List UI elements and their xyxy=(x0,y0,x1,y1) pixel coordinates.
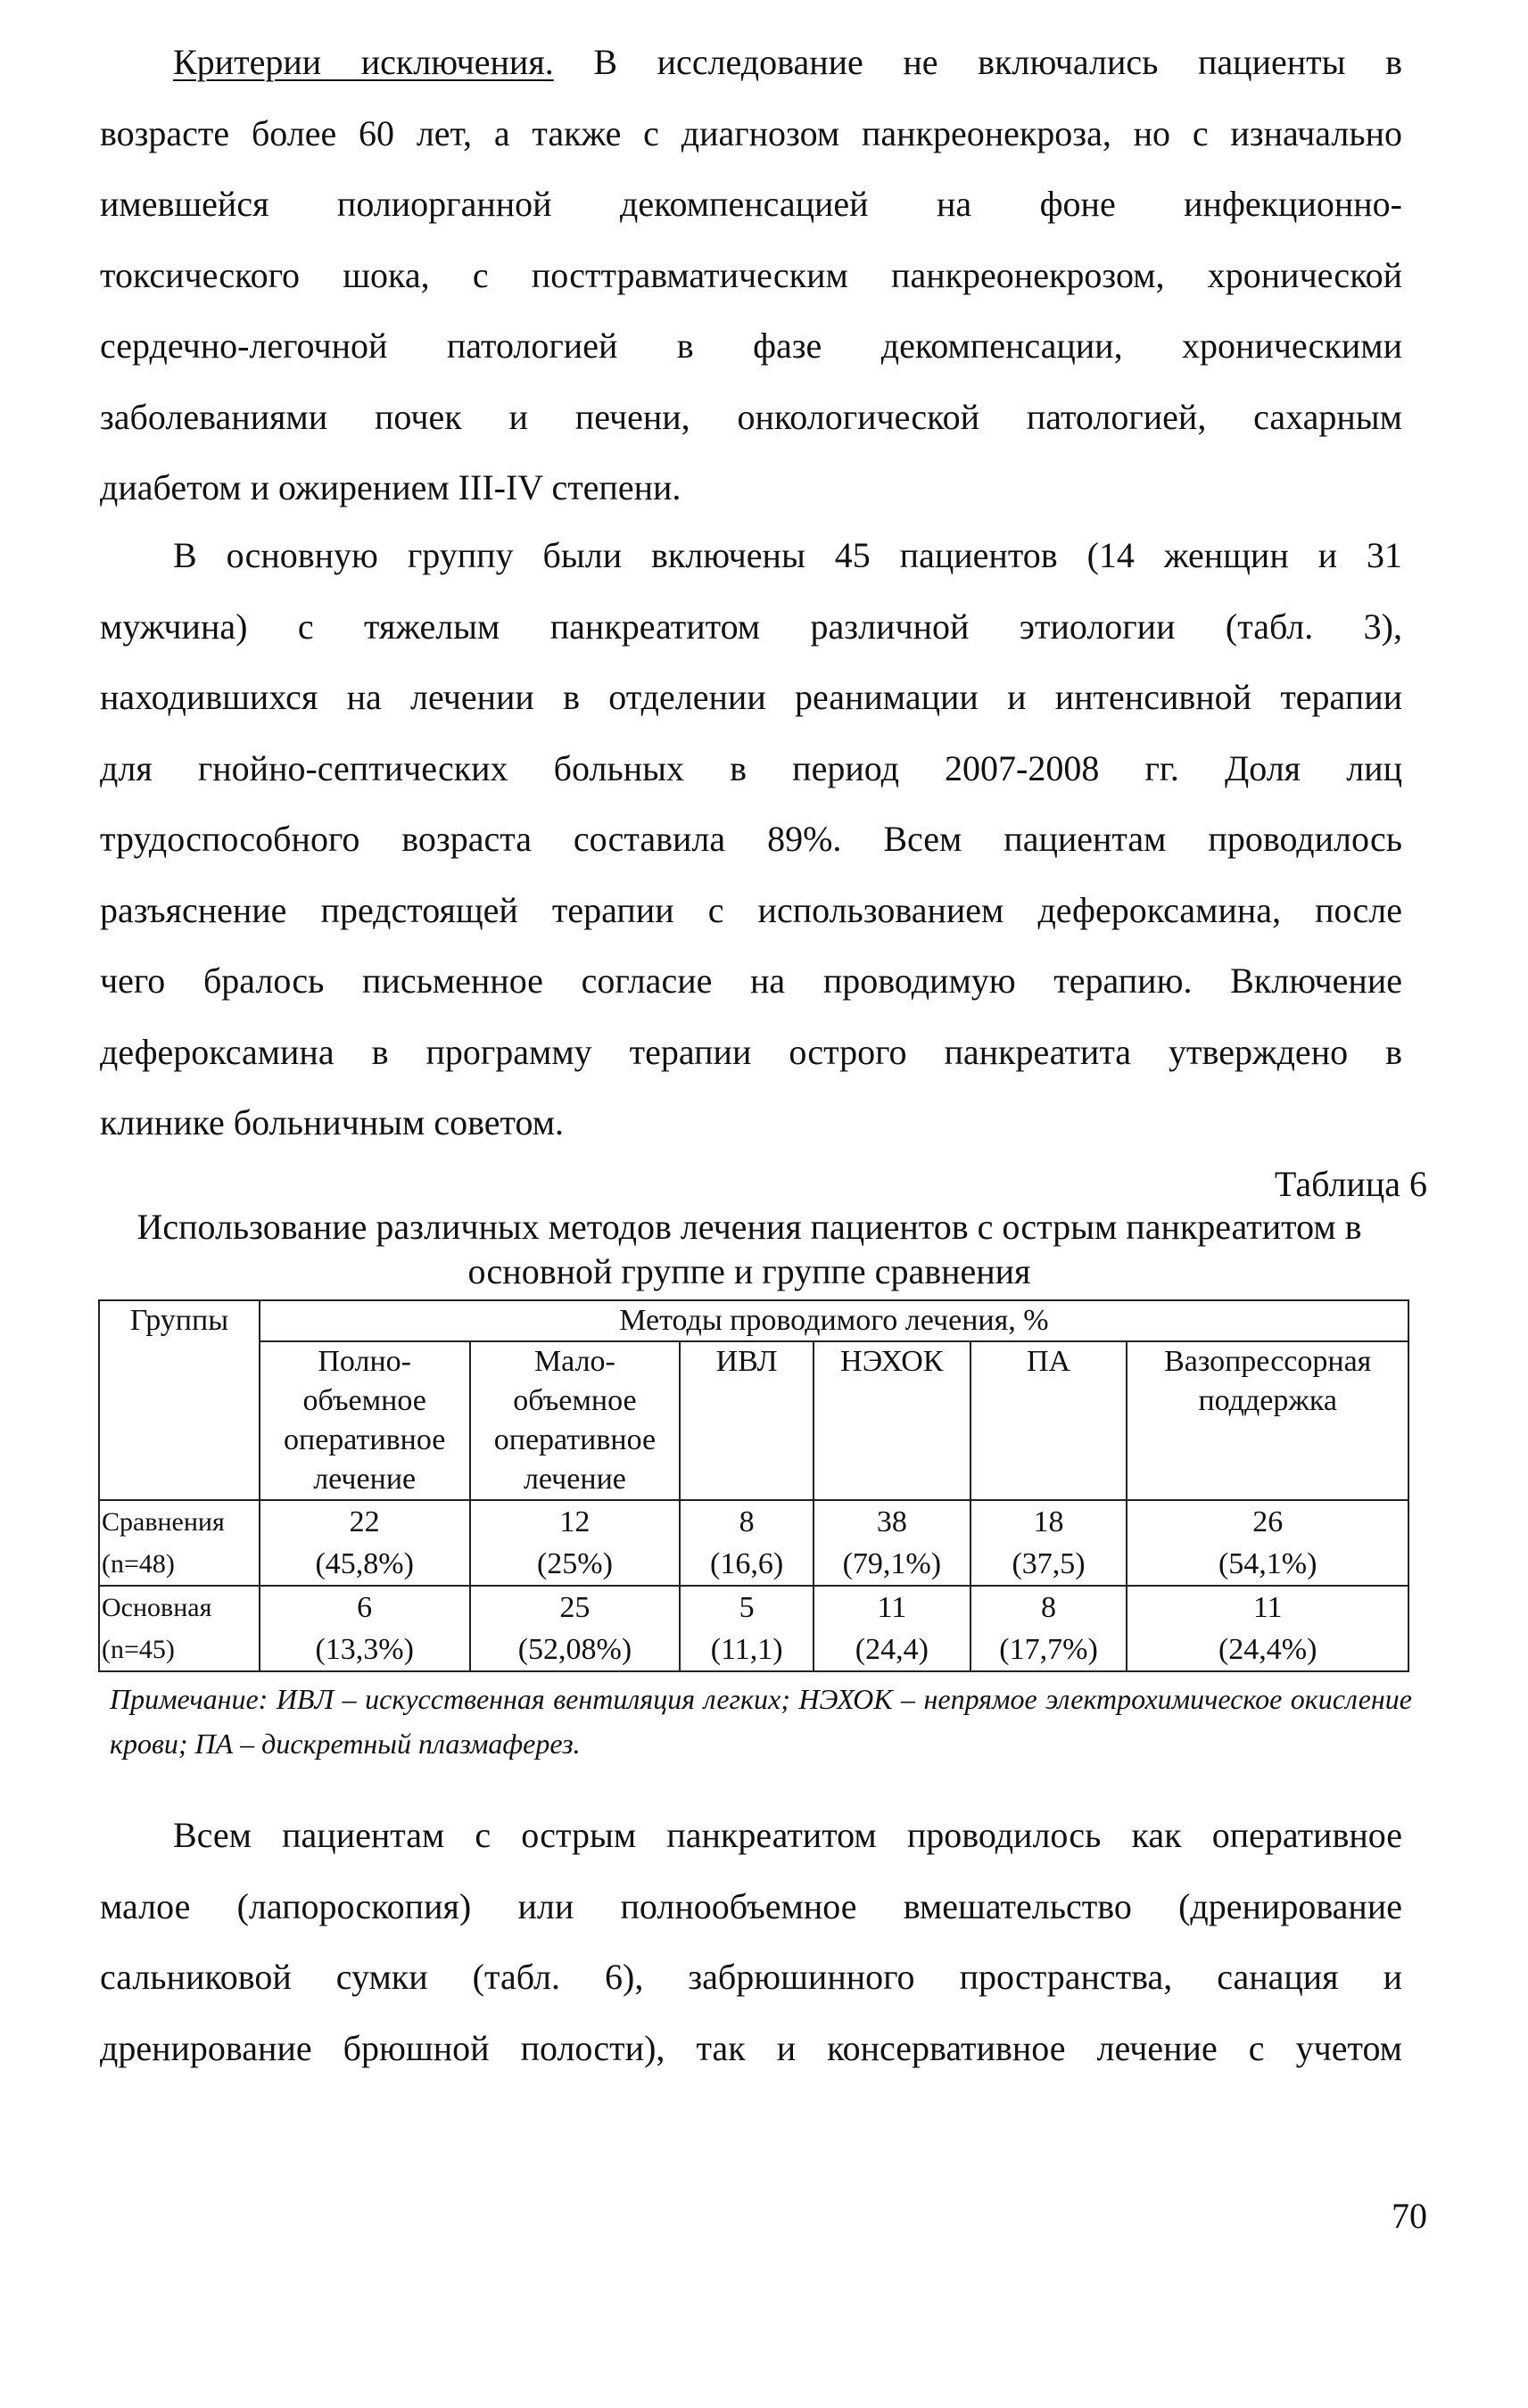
note-text: ИВЛ – искусственная вентиляция легких; НЭХОК – непрямое электрохимическое окисление крови; ПА – дискретный плазмаферез. xyxy=(110,1683,1412,1760)
treatment-methods-table xyxy=(98,1299,1409,1672)
paragraph-line: клинике больничным советом. xyxy=(100,1102,565,1142)
table-cell: 8 (16,6) xyxy=(680,1500,814,1586)
table-note xyxy=(110,1677,1412,1766)
paragraph-line: сердечно-легочной патологией в фазе декомпенсации, хроническими xyxy=(100,326,1402,366)
column-header: ИВЛ xyxy=(680,1341,814,1500)
exclusion-criteria-paragraph xyxy=(100,27,1402,524)
column-header: НЭХОК xyxy=(814,1341,970,1500)
paragraph-line: имевшейся полиорганной декомпенсацией на фоне инфекционно- xyxy=(100,184,1402,224)
group-cell: Сравнения (n=48) xyxy=(99,1500,260,1586)
table-caption: Таблица 6 xyxy=(1274,1164,1427,1204)
page-number: 70 xyxy=(1392,2196,1427,2236)
column-header: ПА xyxy=(970,1341,1127,1500)
paragraph-line: дренирование брюшной полости), так и консервативное лечение с учетом xyxy=(100,2027,1402,2068)
note-label: Примечание: xyxy=(110,1683,268,1715)
table-cell: 22 (45,8%) xyxy=(260,1500,470,1586)
table-cell: 12 (25%) xyxy=(470,1500,681,1586)
paragraph-line: Критерии исключения. В исследование не включались пациенты в xyxy=(173,42,1402,82)
treatment-paragraph xyxy=(100,1800,1402,2083)
paragraph-line: чего бралось письменное согласие на проводимую терапию. Включение xyxy=(100,961,1402,1001)
exclusion-criteria-heading: Критерии исключения. xyxy=(173,42,554,82)
paragraph-line: малое (лапороскопия) или полнообъемное вмешательство (дренирование xyxy=(100,1885,1402,1926)
table-row xyxy=(99,1586,1408,1671)
table-title: Использование различных методов лечения пациентов с острым панкреатитом в основной группе и группе сравнения xyxy=(136,1207,1362,1291)
paragraph-line: заболеваниями почек и печени, онкологической патологией, сахарным xyxy=(100,396,1402,437)
paragraph-line: трудоспособного возраста составила 89%. Всем пациентам проводилось xyxy=(100,819,1402,859)
paragraph-line: мужчина) с тяжелым панкреатитом различной этиологии (табл. 3), xyxy=(100,606,1402,647)
paragraph-line: возрасте более 60 лет, а также с диагнозом панкреонекроза, но с изначально xyxy=(100,112,1402,153)
paragraph-line: токсического шока, с посттравматическим панкреонекрозом, хронической xyxy=(100,254,1402,295)
column-header: Вазопрессорная поддержка xyxy=(1127,1341,1408,1500)
paragraph-line: находившихся на лечении в отделении реанимации и интенсивной терапии xyxy=(100,677,1402,717)
table-cell: 25 (52,08%) xyxy=(470,1586,681,1671)
table-cell: 6 (13,3%) xyxy=(260,1586,470,1671)
table-cell: 5 (11,1) xyxy=(680,1586,814,1671)
paragraph-line: В основную группу были включены 45 пациентов (14 женщин и 31 xyxy=(173,535,1402,575)
group-cell: Основная (n=45) xyxy=(99,1586,260,1671)
table-cell: 11 (24,4%) xyxy=(1127,1586,1408,1671)
paragraph-line: для гнойно-септических больных в период 2007-2008 гг. Доля лиц xyxy=(100,747,1402,788)
paragraph-line: Всем пациентам с острым панкреатитом проводилось как оперативное xyxy=(173,1815,1402,1855)
column-header: Мало-объемное оперативное лечение xyxy=(470,1341,681,1500)
table-cell: 38 (79,1%) xyxy=(814,1500,970,1586)
table-cell: 11 (24,4) xyxy=(814,1586,970,1671)
methods-header: Методы проводимого лечения, % xyxy=(260,1300,1408,1341)
table-cell: 8 (17,7%) xyxy=(970,1586,1127,1671)
table-row xyxy=(99,1500,1408,1586)
groups-header: Группы xyxy=(99,1300,260,1500)
main-group-paragraph xyxy=(100,520,1402,1159)
paragraph-line: разъяснение предстоящей терапии с использованием дефероксамина, после xyxy=(100,889,1402,930)
table-cell: 26 (54,1%) xyxy=(1127,1500,1408,1586)
paragraph-line: дефероксамина в программу терапии острого панкреатита утверждено в xyxy=(100,1031,1402,1072)
table-cell: 18 (37,5) xyxy=(970,1500,1127,1586)
paragraph-line: диабетом и ожирением III-IV степени. xyxy=(100,467,681,507)
column-header: Полно-объемное оперативное лечение xyxy=(260,1341,470,1500)
paragraph-line: сальниковой сумки (табл. 6), забрюшинного пространства, санация и xyxy=(100,1957,1402,1997)
